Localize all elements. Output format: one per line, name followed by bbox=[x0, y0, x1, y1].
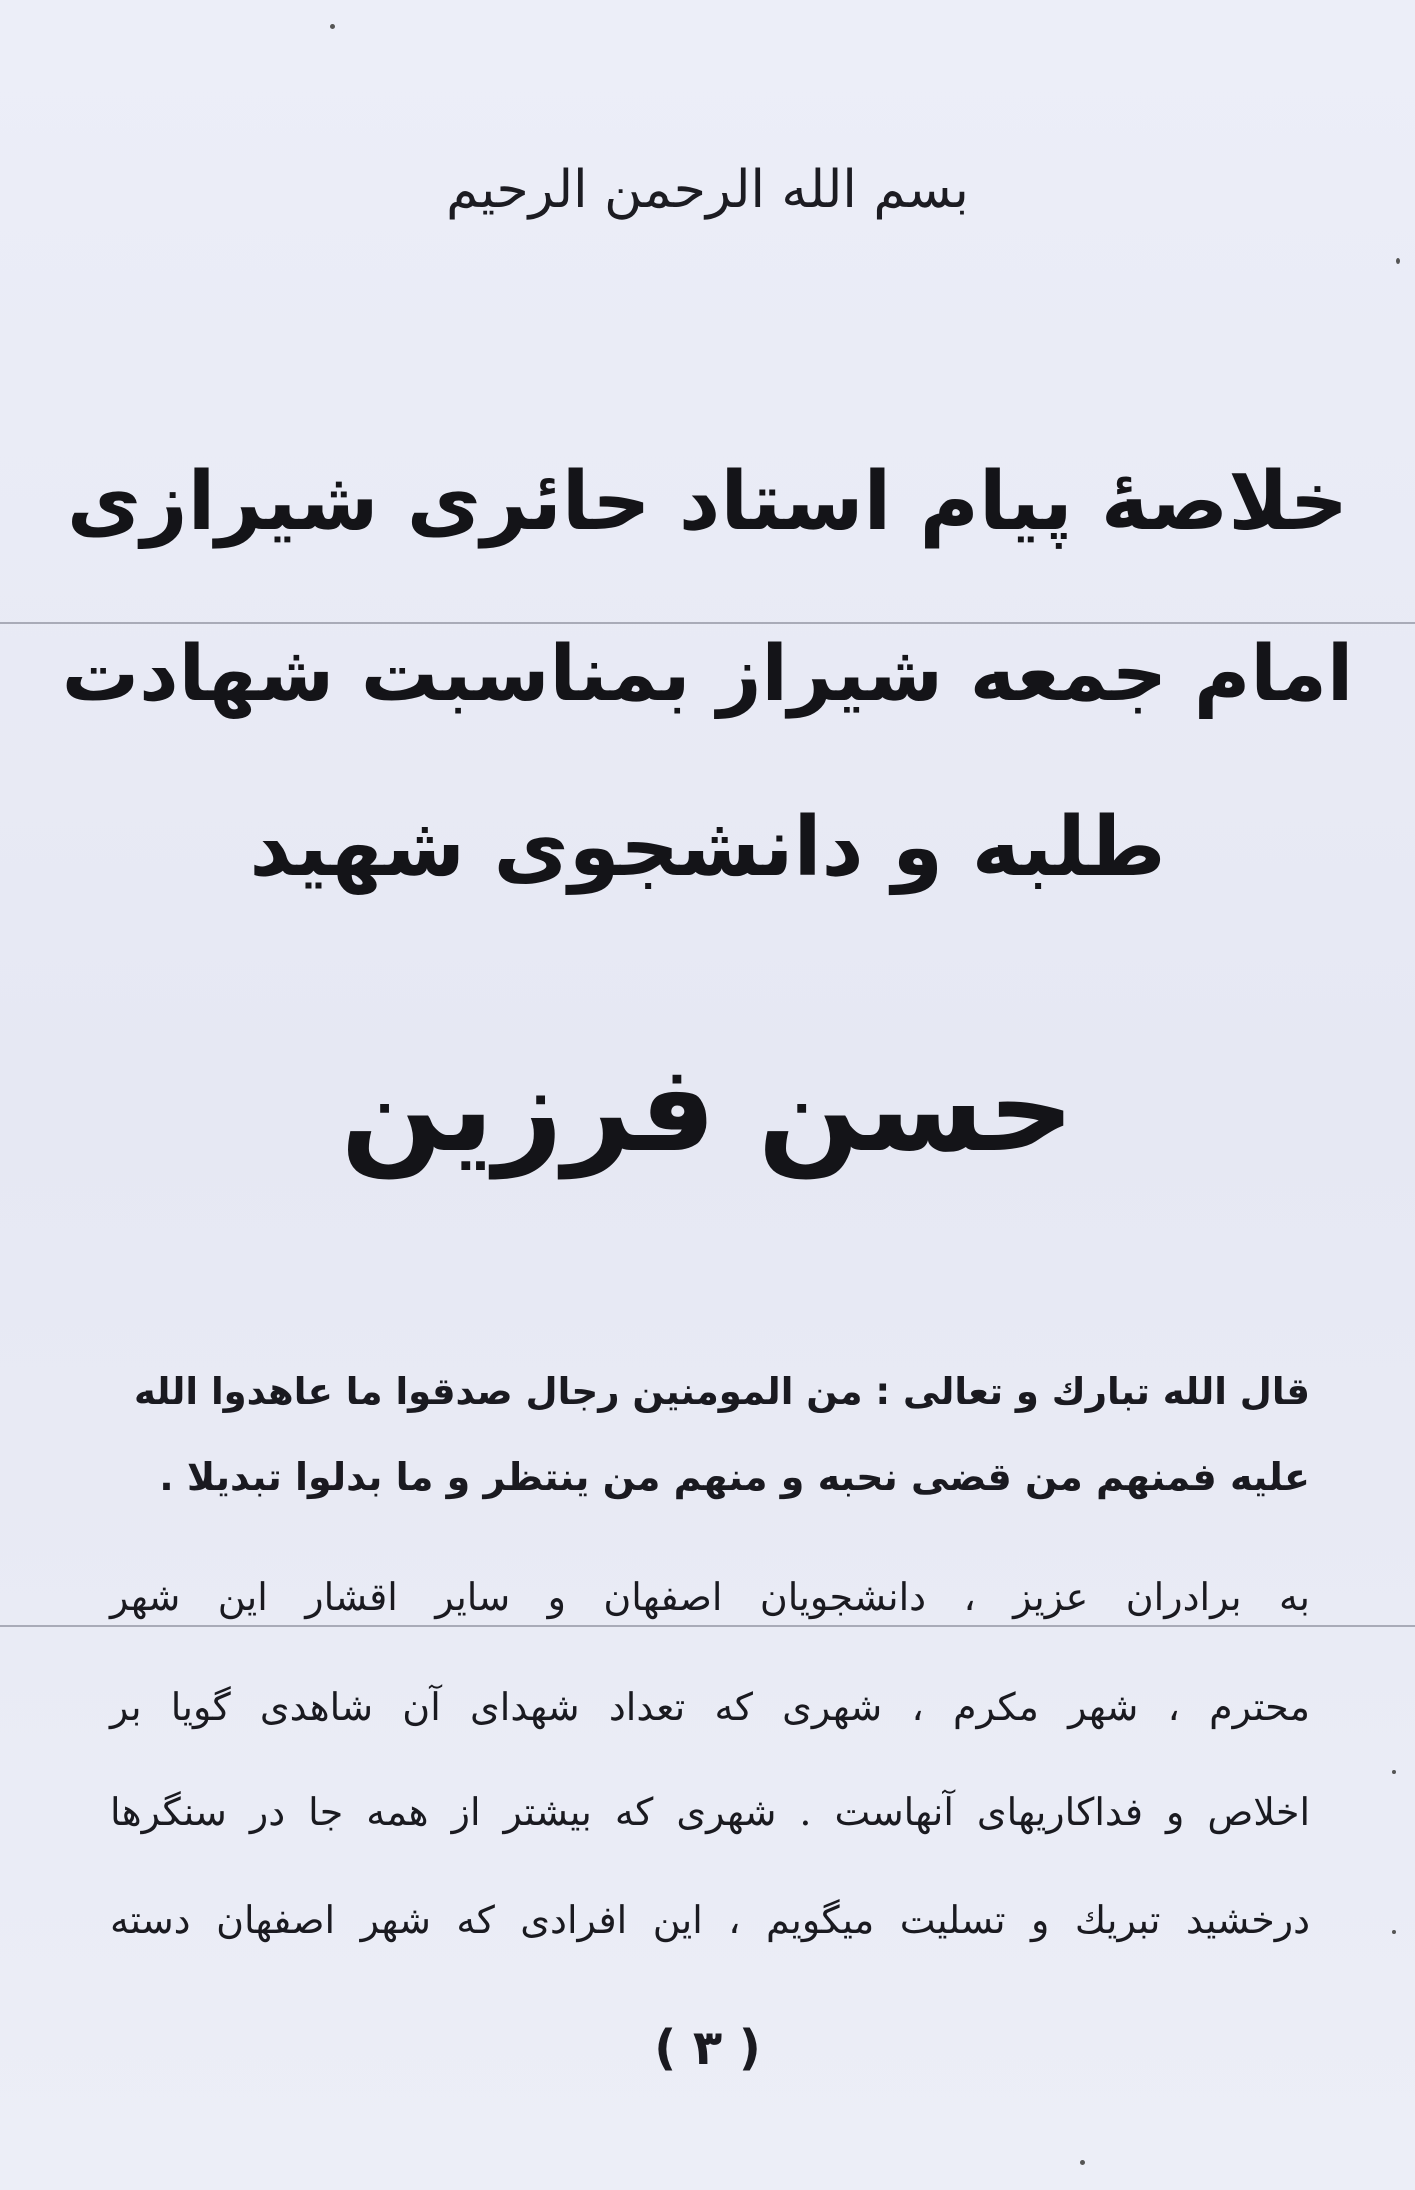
title-line-1: خلاصهٔ پیام استاد حائری شیرازی bbox=[66, 455, 1349, 549]
body-line-4: درخشید تبریك و تسلیت میگویم ، این افرادی که شهر اصفهان دسته bbox=[110, 1898, 1310, 1942]
body-line-3: اخلاص و فداکاریهای آنهاست . شهری که بیشتر از همه جا در سنگرها bbox=[110, 1790, 1310, 1834]
page-number: ( ۳ ) bbox=[654, 2020, 761, 2076]
scan-speck bbox=[1396, 258, 1400, 264]
body-line-2: محترم ، شهر مکرم ، شهری که تعداد شهدای آن شاهدی گویا بر bbox=[110, 1685, 1310, 1729]
title-line-3: طلبه و دانشجوی شهید bbox=[249, 800, 1166, 895]
scan-line-divider bbox=[0, 622, 1415, 624]
scan-speck bbox=[1080, 2160, 1085, 2165]
title-line-2: امام جمعه شیراز بمناسبت شهادت bbox=[61, 630, 1354, 719]
verse-line-1: قال الله تبارك و تعالى : من المومنين رجال صدقوا ما عاهدوا الله bbox=[134, 1370, 1310, 1413]
basmala-heading: بسم الله الرحمن الرحیم bbox=[446, 160, 969, 220]
body-line-1: به برادران عزیز ، دانشجویان اصفهان و سایر اقشار این شهر bbox=[110, 1575, 1310, 1619]
scan-speck bbox=[330, 24, 335, 29]
scan-line-divider bbox=[0, 1625, 1415, 1627]
scan-speck bbox=[1392, 1770, 1396, 1774]
verse-line-2: عليه فمنهم من قضى نحبه و منهم من ينتظر و ما بدلوا تبديلا . bbox=[159, 1455, 1310, 1499]
martyr-name-heading: حسن فرزین bbox=[340, 1040, 1075, 1179]
scan-speck bbox=[1392, 1930, 1396, 1934]
